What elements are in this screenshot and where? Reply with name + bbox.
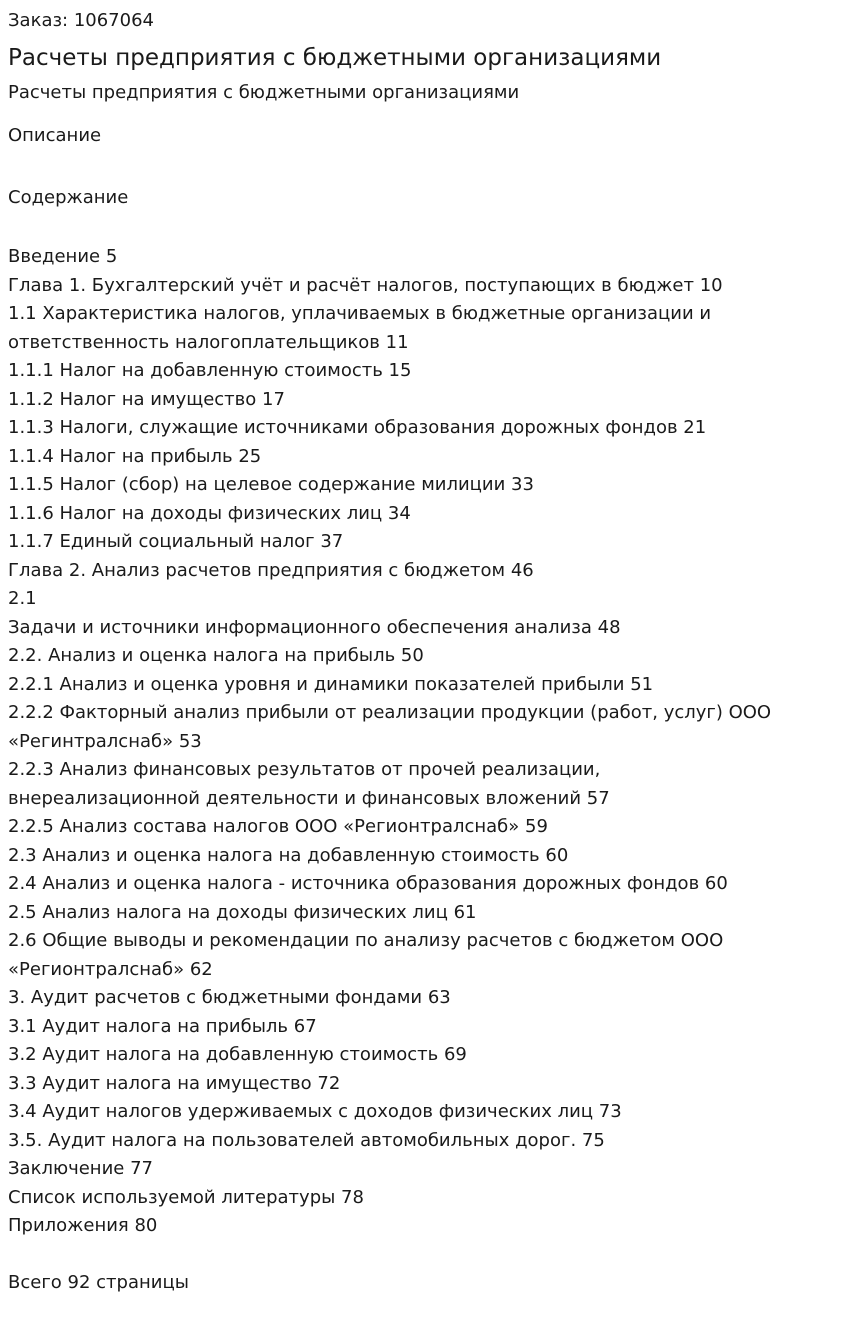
toc-item: 2.2.1 Анализ и оценка уровня и динамики показателей прибыли 51 [8, 673, 654, 695]
toc-item: 2.2.2 Факторный анализ прибыли от реализации продукции (работ, услуг) ООО «Регинтралснаб» 53 [8, 702, 772, 752]
toc-item: 3.1 Аудит налога на прибыль 67 [8, 1015, 317, 1037]
toc-item: 2.1 [8, 588, 37, 609]
toc-item: Список используемой литературы 78 [8, 1186, 364, 1208]
toc-item: 1.1.2 Налог на имущество 17 [8, 388, 285, 410]
toc-item: Введение 5 [8, 246, 118, 267]
toc-item: Задачи и источники информационного обеспечения анализа 48 [8, 616, 621, 638]
toc-item: 2.2.3 Анализ финансовых результатов от прочей реализации, внереализационной деятельности и финансовых вложений 57 [8, 759, 610, 809]
toc-item: 3. Аудит расчетов с бюджетными фондами 63 [8, 987, 451, 1008]
toc-item: 2.6 Общие выводы и рекомендации по анализу расчетов с бюджетом ООО «Регионтралснаб» 62 [8, 930, 724, 980]
order-number: Заказ: 1067064 [8, 10, 154, 31]
toc-item: 3.5. Аудит налога на пользователей автомобильных дорог. 75 [8, 1129, 605, 1151]
toc-item: 1.1.4 Налог на прибыль 25 [8, 445, 262, 467]
toc-item: 3.4 Аудит налогов удерживаемых с доходов физических лиц 73 [8, 1101, 622, 1122]
toc-item: Глава 1. Бухгалтерский учёт и расчёт налогов, поступающих в бюджет 10 [8, 274, 723, 296]
toc-item: Приложения 80 [8, 1215, 158, 1236]
toc-item: 3.3 Аудит налога на имущество 72 [8, 1072, 341, 1094]
toc-item: 1.1.1 Налог на добавленную стоимость 15 [8, 360, 412, 381]
total-pages: Всего 92 страницы [8, 1271, 189, 1293]
page-title: Расчеты предприятия с бюджетными организациями [8, 45, 662, 71]
table-of-contents [8, 243, 839, 1241]
page-subtitle: Расчеты предприятия с бюджетными организациями [8, 82, 520, 103]
toc-item: 2.4 Анализ и оценка налога - источника образования дорожных фондов 60 [8, 873, 728, 894]
toc-item: 2.2.5 Анализ состава налогов ООО «Регионтралснаб» 59 [8, 816, 548, 837]
toc-item: Заключение 77 [8, 1158, 153, 1179]
toc-item: 2.5 Анализ налога на доходы физических лиц 61 [8, 901, 477, 923]
toc-item: 2.2. Анализ и оценка налога на прибыль 50 [8, 645, 424, 666]
toc-item: 1.1.3 Налоги, служащие источниками образования дорожных фондов 21 [8, 417, 707, 438]
description-label: Описание [8, 125, 102, 146]
toc-item: 2.3 Анализ и оценка налога на добавленную стоимость 60 [8, 844, 569, 866]
toc-heading: Содержание [8, 187, 129, 208]
toc-item: 1.1 Характеристика налогов, уплачиваемых в бюджетные организации и ответственность налогоплательщиков 11 [8, 303, 712, 353]
toc-item: 1.1.6 Налог на доходы физических лиц 34 [8, 502, 411, 524]
toc-item: Глава 2. Анализ расчетов предприятия с бюджетом 46 [8, 559, 534, 581]
toc-item: 1.1.5 Налог (сбор) на целевое содержание милиции 33 [8, 474, 534, 495]
toc-item: 1.1.7 Единый социальный налог 37 [8, 531, 344, 552]
toc-item: 3.2 Аудит налога на добавленную стоимость 69 [8, 1044, 467, 1065]
